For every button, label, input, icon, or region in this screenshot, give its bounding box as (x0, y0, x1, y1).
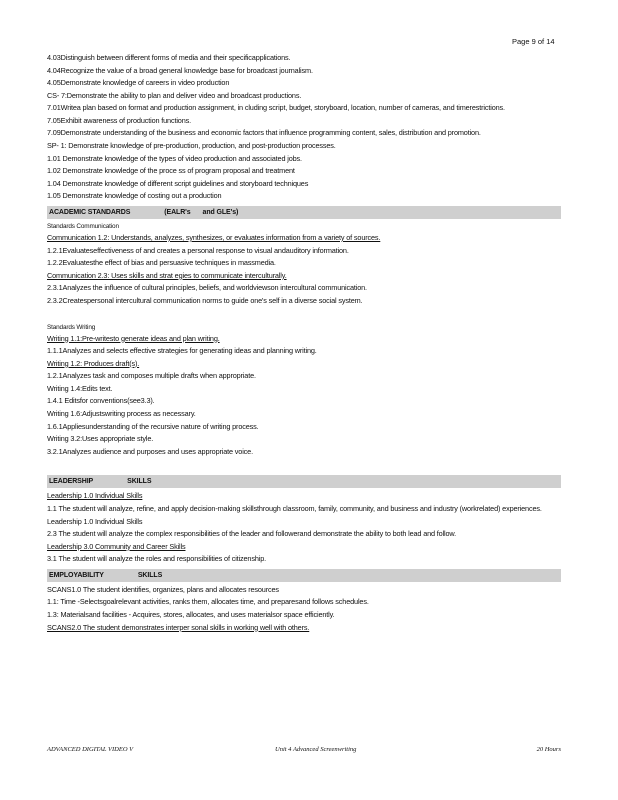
standard-line: 1.05 Demonstrate knowledge of costing out a production (47, 191, 222, 201)
writing-line: Writing 3.2:Uses appropriate style. (47, 434, 154, 444)
writing-line: 1.1.1Analyzes and selects effective strategies for generating ideas and planning writing. (47, 346, 317, 356)
writing-line: 1.6.1Appliesunderstanding of the recursive nature of writing process. (47, 421, 259, 431)
leadership-line: 2.3 The student will analyze the complex responsibilities of the leader and followerand demonstrate the ability to both lead and follow. (47, 529, 457, 539)
employability-line: 1.3: Materialsand facilities - Acquires, stores, allocates, and uses materialsor space efficiently. (47, 610, 335, 619)
employability-skills-heading (47, 569, 561, 582)
leadership-skills-heading (47, 475, 561, 488)
standard-line: 4.03Distinguish between different forms of media and their specificapplications. (47, 53, 291, 62)
communication-standards-list (47, 232, 561, 308)
writing-line: Writing 1.2: Produces draft(s). (47, 358, 140, 368)
academic-heading-ealrs: (EALR's (164, 208, 191, 216)
standards-list (47, 52, 561, 203)
leadership-line: Leadership 1.0 Individual Skills (47, 491, 143, 501)
standard-line: 1.01 Demonstrate knowledge of the types of video production and associated jobs. (47, 153, 302, 163)
standard-line: 1.02 Demonstrate knowledge of the proce ss of program proposal and treatment (47, 166, 295, 176)
page-footer (47, 746, 561, 756)
page-number: Page 9 of 14 (512, 37, 555, 46)
standard-line: SP- 1: Demonstrate knowledge of pre-production, production, and post-production processes. (47, 140, 336, 150)
standard-line: 7.09Demonstrate understanding of the business and economic factors that influence programming content, sales, distribution and promotion. (47, 128, 481, 138)
standard-line: 1.04 Demonstrate knowledge of different script guidelines and storyboard techniques (47, 178, 309, 188)
writing-line: Writing 1.6:Adjustswriting process as necessary. (47, 409, 196, 419)
communication-line: 1.2.2Evaluatesthe effect of bias and persuasive techniques in massmedia. (47, 258, 276, 268)
writing-line: 1.2.1Analyzes task and composes multiple drafts when appropriate. (47, 371, 256, 381)
standard-line: 7.01Writea plan based on format and production assignment, in cluding script, budget, storyboard, location, number of cameras, and timerestrictions. (47, 103, 505, 113)
writing-line: Writing 1.1:Pre-writesto generate ideas and plan writing. (47, 333, 220, 343)
communication-line: Communication 1.2: Understands, analyzes, synthesizes, or evaluates information from a variety of sources. (47, 232, 381, 242)
footer-hours: 20 Hours (536, 746, 561, 753)
page-content (47, 52, 561, 634)
communication-line: 2.3.1Analyzes the influence of cultural principles, beliefs, and worldviewson intercultural communication. (47, 283, 367, 293)
writing-line: Writing 1.4:Edits text. (47, 383, 113, 393)
employability-line: 1.1: Time -Selectsgoalrelevant activities, ranks them, allocates time, and preparesand follows schedules. (47, 597, 369, 607)
writing-line: 1.4.1 Editsfor conventions(see3.3). (47, 396, 155, 406)
leadership-heading-skills: SKILLS (127, 478, 152, 486)
employability-line: SCANS1.0 The student identifies, organizes, plans and allocates resources (47, 584, 279, 594)
leadership-line: Leadership 1.0 Individual Skills (47, 516, 143, 526)
communication-line: 1.2.1Evaluateseffectiveness of and creates a personal response to visual andauditory information. (47, 245, 349, 255)
leadership-skills-list (47, 490, 561, 565)
employability-skills-list (47, 584, 561, 634)
academic-standards-heading (47, 206, 561, 219)
footer-course: ADVANCED DIGITAL VIDEO V (47, 746, 134, 753)
communication-standards-label: Standards Communication (47, 222, 119, 230)
leadership-line: 3.1 The student will analyze the roles and responsibilities of citizenship. (47, 554, 267, 564)
leadership-heading-text: LEADERSHIP (49, 478, 94, 486)
writing-standards-list (47, 333, 561, 459)
academic-heading-text: ACADEMIC STANDARDS (49, 208, 131, 216)
footer-unit: Unit 4 Advanced Screenwriting (275, 746, 357, 753)
writing-standards-label: Standards Writing (47, 323, 96, 331)
standard-line: 4.04Recognize the value of a broad general knowledge base for broadcast journalism. (47, 65, 313, 75)
academic-heading-gles: and GLE's) (202, 208, 239, 216)
standard-line: 4.05Demonstrate knowledge of careers in video production (47, 78, 230, 88)
writing-line: 3.2.1Analyzes audience and purposes and uses appropriate voice. (47, 446, 253, 456)
employability-line: SCANS2.0 The student demonstrates interper sonal skills in working well with others. (47, 622, 310, 632)
communication-line: Communication 2.3: Uses skills and strat egies to communicate interculturally. (47, 270, 287, 280)
communication-line: 2.3.2Createspersonal intercultural communication norms to guide one's self in a diverse social system. (47, 295, 363, 305)
standard-line: 7.05Exhibit awareness of production functions. (47, 115, 191, 125)
leadership-line: 1.1 The student will analyze, refine, and apply decision-making skillsthrough classroom, family, community, and business and industry (workrelated) experiences. (47, 504, 542, 514)
employability-heading-skills: SKILLS (137, 571, 163, 579)
leadership-line: Leadership 3.0 Community and Career Skills (47, 541, 186, 551)
standard-line: CS- 7:Demonstrate the ability to plan and deliver video and broadcast productions. (47, 90, 302, 100)
employability-heading-text: EMPLOYABILITY (49, 571, 104, 579)
